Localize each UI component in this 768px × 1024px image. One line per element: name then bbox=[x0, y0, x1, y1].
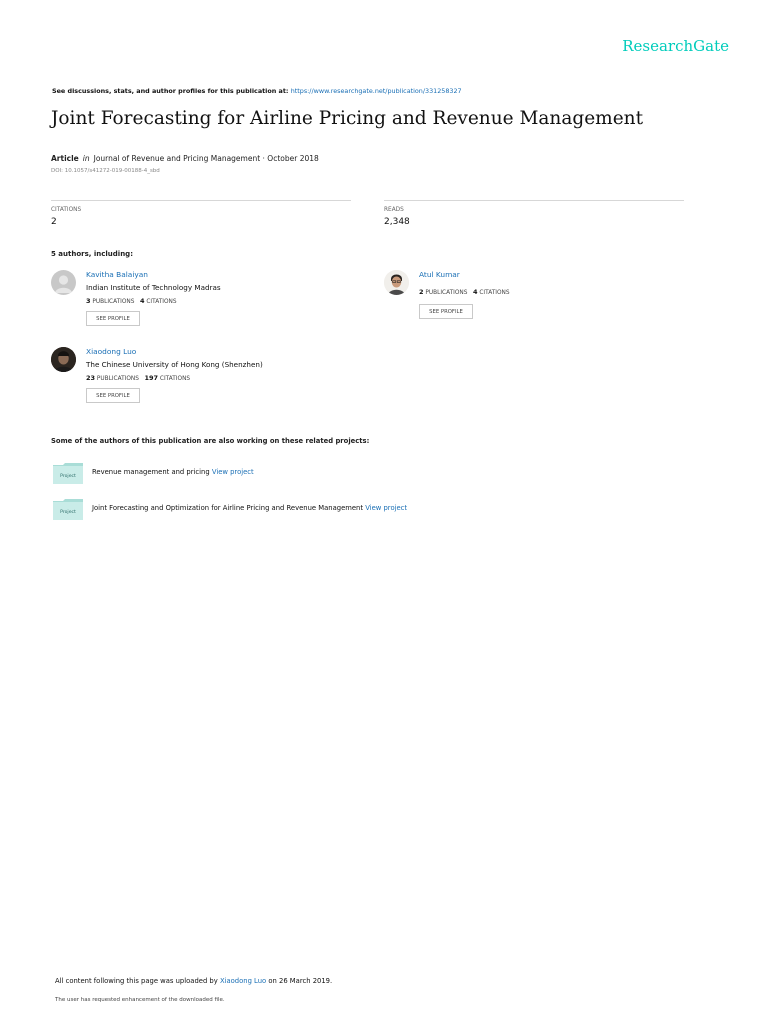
author-stats bbox=[86, 374, 190, 382]
project-folder-label: Project bbox=[60, 510, 76, 515]
publication-count: 3 bbox=[86, 297, 91, 305]
citations-label: CITATIONS bbox=[51, 207, 82, 213]
citations-divider bbox=[51, 200, 351, 201]
project-folder-icon bbox=[53, 462, 83, 484]
avatar[interactable] bbox=[384, 270, 409, 295]
citations-count: 2 bbox=[51, 217, 57, 227]
project-title: Revenue management and pricing bbox=[92, 468, 210, 476]
author-card bbox=[51, 270, 351, 332]
project-folder-label: Project bbox=[60, 474, 76, 479]
publications-label: PUBLICATIONS bbox=[96, 376, 139, 382]
see-profile-button[interactable]: SEE PROFILE bbox=[419, 304, 473, 319]
see-profile-button[interactable]: SEE PROFILE bbox=[86, 388, 140, 403]
source-text: See discussions, stats, and author profiles for this publication at: bbox=[52, 87, 289, 95]
publications-label: PUBLICATIONS bbox=[92, 299, 135, 305]
project-title: Joint Forecasting and Optimization for Airline Pricing and Revenue Management bbox=[92, 504, 364, 512]
reads-label: READS bbox=[384, 207, 404, 213]
publication-count: 2 bbox=[419, 288, 424, 296]
author-name-link[interactable]: Xiaodong Luo bbox=[86, 347, 137, 356]
citation-count: 4 bbox=[139, 297, 145, 305]
see-profile-button[interactable]: SEE PROFILE bbox=[86, 311, 140, 326]
in-label: in bbox=[82, 154, 90, 163]
publication-source-line bbox=[52, 87, 462, 95]
project-text bbox=[92, 468, 254, 476]
citation-count: 197 bbox=[144, 374, 159, 382]
citations-label: CITATIONS bbox=[479, 290, 510, 296]
avatar[interactable] bbox=[51, 270, 76, 295]
author-photo-icon bbox=[384, 270, 409, 295]
author-card bbox=[51, 347, 351, 409]
citations-label: CITATIONS bbox=[146, 299, 177, 305]
author-institution: Indian Institute of Technology Madras bbox=[86, 283, 221, 292]
upload-footer bbox=[55, 977, 332, 985]
default-user-icon bbox=[51, 270, 76, 295]
view-project-link[interactable]: View project bbox=[211, 468, 254, 476]
reads-divider bbox=[384, 200, 684, 201]
article-meta bbox=[51, 154, 319, 163]
related-projects-heading: Some of the authors of this publication are also working on these related projects: bbox=[51, 437, 370, 445]
project-item bbox=[51, 462, 551, 486]
author-card bbox=[384, 270, 684, 332]
author-name-link[interactable]: Kavitha Balaiyan bbox=[86, 270, 148, 279]
footer-prefix: All content following this page was uploaded by bbox=[55, 977, 218, 985]
author-photo-icon bbox=[51, 347, 76, 372]
citations-label: CITATIONS bbox=[159, 376, 191, 382]
journal-info: Journal of Revenue and Pricing Management · October 2018 bbox=[93, 154, 319, 163]
publications-label: PUBLICATIONS bbox=[425, 290, 468, 296]
project-text bbox=[92, 504, 407, 512]
page-title: Joint Forecasting for Airline Pricing and Revenue Management bbox=[51, 108, 644, 129]
author-name-link[interactable]: Atul Kumar bbox=[419, 270, 460, 279]
uploader-link[interactable]: Xiaodong Luo bbox=[219, 977, 267, 985]
enhancement-note: The user has requested enhancement of the downloaded file. bbox=[55, 997, 225, 1003]
doi: DOI: 10.1057/s41272-019-00188-4_sbd bbox=[51, 168, 160, 174]
publication-count: 23 bbox=[86, 374, 96, 382]
footer-suffix: on 26 March 2019. bbox=[268, 977, 333, 985]
project-folder-icon bbox=[53, 498, 83, 520]
author-institution: The Chinese University of Hong Kong (Shenzhen) bbox=[86, 360, 263, 369]
author-stats bbox=[86, 297, 177, 305]
article-type: Article bbox=[51, 154, 79, 163]
publication-url-link[interactable]: https://www.researchgate.net/publication/331258327 bbox=[290, 87, 462, 95]
author-stats bbox=[419, 288, 510, 296]
reads-count: 2,348 bbox=[384, 217, 410, 227]
researchgate-logo[interactable]: ResearchGate bbox=[622, 37, 729, 55]
project-item bbox=[51, 498, 551, 522]
citation-count: 4 bbox=[472, 288, 478, 296]
authors-heading: 5 authors, including: bbox=[51, 250, 133, 258]
avatar[interactable] bbox=[51, 347, 76, 372]
view-project-link[interactable]: View project bbox=[365, 504, 408, 512]
